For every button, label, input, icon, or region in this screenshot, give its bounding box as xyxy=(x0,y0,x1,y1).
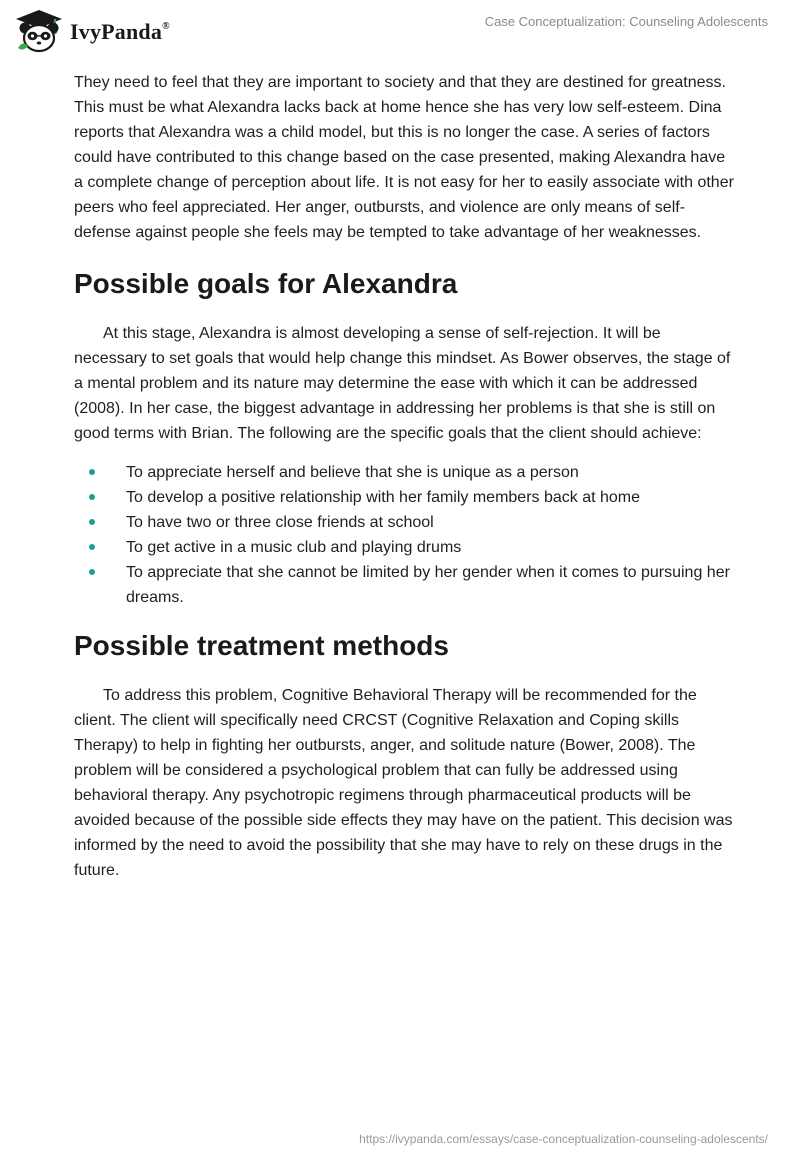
bullet-icon xyxy=(89,569,95,575)
list-item xyxy=(74,510,734,535)
treatment-paragraph: To address this problem, Cognitive Behavioral Therapy will be recommended for the client. The client will specifically need CRCST (Cognitive Relaxation and Coping skills Therapy) to help in fighting her outbursts, anger, and solitude nature (Bower, 2008). The problem will be considered a psychological problem that can fully be addressed using behavioral therapy. Any psychotropic regimens through pharmaceutical products will be avoided because of the possible side effects they may have on the patient. This decision was informed by the need to avoid the possibility that she may have to rely on these drugs in the future. xyxy=(74,687,733,879)
source-url[interactable]: https://ivypanda.com/essays/case-conceptualization-counseling-adolescents/ xyxy=(359,1132,768,1146)
bullet-icon xyxy=(89,544,95,550)
page-header xyxy=(0,0,800,62)
essay-content xyxy=(74,70,734,883)
registered-mark: ® xyxy=(162,20,170,32)
document-title: Case Conceptualization: Counseling Adolescents xyxy=(484,14,768,29)
goals-paragraph: At this stage, Alexandra is almost developing a sense of self-rejection. It will be necessary to set goals that would help change this mindset. As Bower observes, the stage of a mental problem and its nature may determine the ease with which it can be addressed (2008). In her case, the biggest advantage in addressing her problems is that she is still on good terms with Brian. The following are the specific goals that the client should achieve: xyxy=(74,325,731,442)
brand-name: IvyPanda® xyxy=(70,19,170,44)
list-item-text: To appreciate herself and believe that she is unique as a person xyxy=(126,464,579,481)
list-item-text: To have two or three close friends at school xyxy=(126,514,434,531)
list-item-text: To get active in a music club and playing drums xyxy=(126,539,462,556)
list-item xyxy=(74,485,734,510)
list-item xyxy=(74,460,734,485)
list-item-text: To develop a positive relationship with her family members back at home xyxy=(126,489,641,506)
goals-heading: Possible goals for Alexandra xyxy=(74,268,458,299)
bullet-icon xyxy=(89,494,95,500)
bullet-icon xyxy=(89,519,95,525)
list-item-text: To appreciate that she cannot be limited by her gender when it comes to pursuing her dreams. xyxy=(126,564,730,606)
goals-list xyxy=(74,460,734,610)
list-item xyxy=(74,560,734,610)
bullet-icon xyxy=(89,469,95,475)
panda-graduate-icon xyxy=(14,8,64,54)
intro-paragraph: They need to feel that they are important to society and that they are destined for greatness. This must be what Alexandra lacks back at home hence she has very low self-esteem. Dina reports that Alexandra was a child model, but this is no longer the case. A series of factors could have contributed to this change based on the case presented, making Alexandra have a complete change of perception about life. It is not easy for her to easily associate with other peers who feel appreciated. Her anger, outbursts, and violence are only means of self-defense against people she feels may be tempted to take advantage of her weaknesses. xyxy=(74,74,734,241)
list-item xyxy=(74,535,734,560)
treatment-heading: Possible treatment methods xyxy=(74,630,449,661)
ivypanda-logo[interactable] xyxy=(14,8,170,54)
